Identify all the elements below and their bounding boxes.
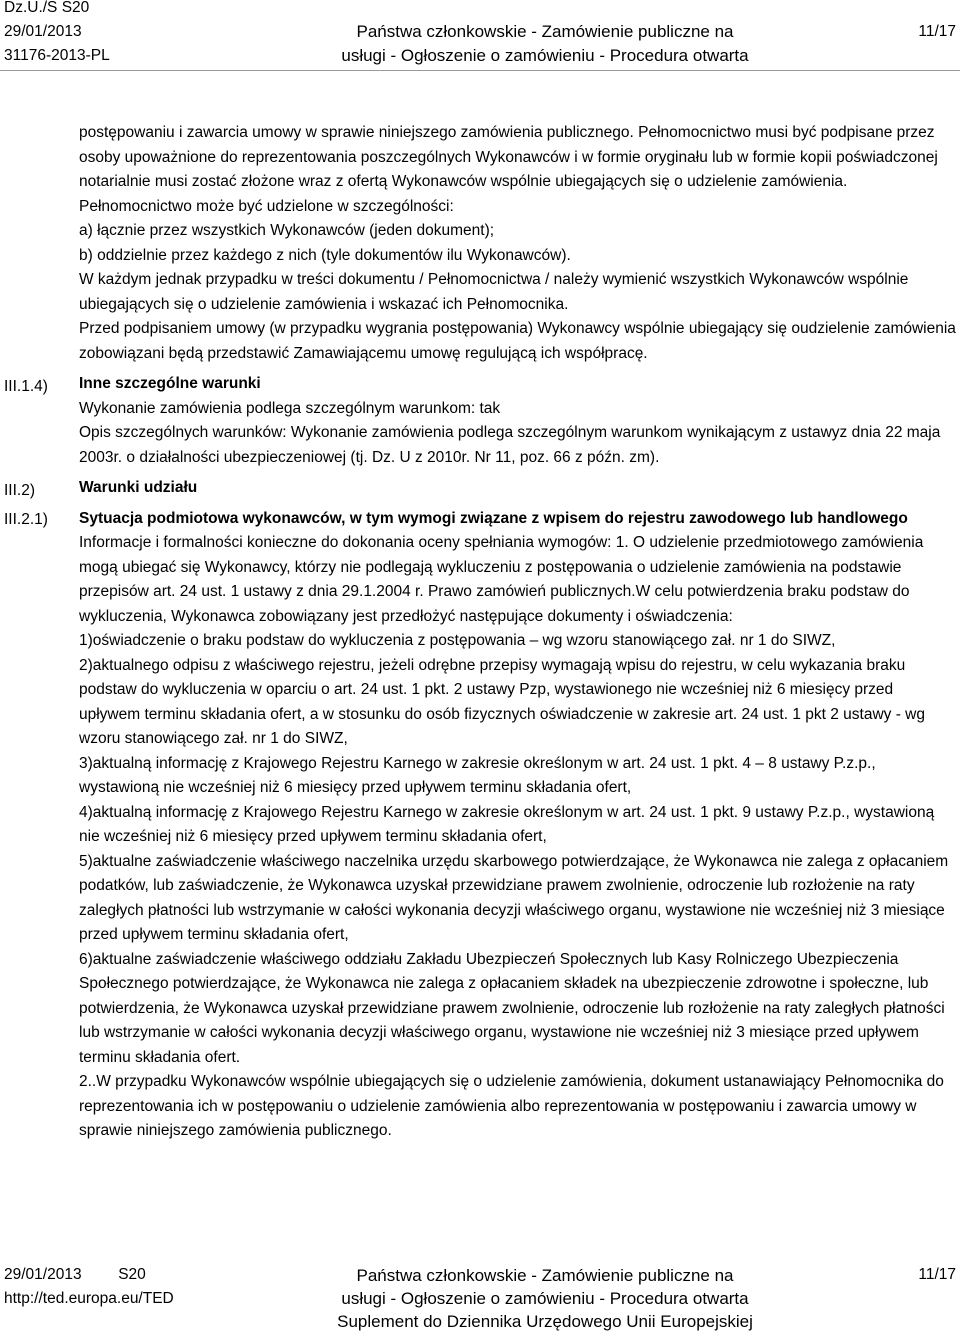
list-item-a: a) łącznie przez wszystkich Wykonawców (jeden dokument);: [79, 222, 495, 239]
requirement-item-4: 4)aktualną informację z Krajowego Rejestru Karnego w zakresie określonym w art. 24 ust. 1 pkt. 9 ustawy P.z.p., wystawioną nie wcześniej niż 6 miesięcy przed upływem terminu składania ofert,: [79, 803, 935, 845]
list-item-b: b) oddzielnie przez każdego z nich (tyle dokumentów ilu Wykonawców).: [79, 246, 571, 264]
footer-date-series: [4, 1264, 146, 1286]
paragraph-requirements-info: Informacje i formalności konieczne do dokonania oceny spełniania wymogów: 1. O udzielenie przedmiotowego zamówienia mogą ubiegać się Wykonawcy, którzy nie podlegają wykluczeniu z postępowania o udzielenie zamówienia na podstawie przepisów art. 24 ust. 1 ustawy z dnia 29.1.2004 r. Prawo zamówień publicznych.W celu potwierdzenia braku podstaw do wykluczenia, Wykonawca zobowiązany jest przedłożyć następujące dokumenty i oświadczenia:: [79, 534, 924, 625]
heading-contractor-situation: Sytuacja podmiotowa wykonawców, w tym wymogi związane z wpisem do rejestru zawodowego lub handlowego: [79, 509, 908, 527]
page-footer: [0, 1264, 960, 1334]
footer-date: 29/01/2013: [4, 1266, 82, 1283]
header-title-line1: Państwa członkowskie - Zamówienie publiczne na: [356, 22, 734, 41]
page-header: [0, 0, 960, 90]
notice-id: 31176-2013-PL: [4, 47, 110, 64]
requirement-item-6: 6)aktualne zaświadczenie właściwego oddziału Zakładu Ubezpieczeń Społecznych lub Kasy Rolniczego Ubezpieczenia Społecznego potwierdzające, że Wykonawca nie zalega z opłacaniem składek na ubezpieczenie zdrowotne i społeczne, lub potwierdzenia, że Wykonawca uzyskał przewidziane prawem zwolnienie, odroczenie lub rozłożenie na raty zaległych płatności lub wstrzymanie w całości wykonania decyzji właściwego organu, wystawione nie wcześniej niż 3 miesiące przed upływem terminu składania ofert.: [79, 950, 945, 1066]
footer-title-line2: usługi - Ogłoszenie o zamówieniu - Procedura otwarta: [341, 1289, 749, 1308]
footer-page-number: 11/17: [918, 1266, 956, 1283]
heading-other-conditions: Inne szczególne warunki: [79, 375, 261, 392]
footer-series: S20: [118, 1266, 146, 1283]
section-label-iii-1-4: III.1.4): [4, 378, 48, 395]
footer-url[interactable]: http://ted.europa.eu/TED: [4, 1290, 174, 1307]
requirement-item-joint-bidders: 2..W przypadku Wykonawców wspólnie ubiegających się o udzielenie zamówienia, dokument ustanawiający Pełnomocnika do reprezentowania ich w postępowaniu o udzielenie zamówienia albo reprezentowania w postępowaniu i zawarcia umowy w sprawie niniejszego zamówienia publicznego.: [79, 1073, 944, 1139]
paragraph-document-content: W każdym jednak przypadku w treści dokumentu / Pełnomocnictwa / należy wymienić wszystkich Wykonawców wspólnie ubiegających się o udzielenie zamówienia i wskazać ich Pełnomocnika.: [79, 271, 909, 313]
paragraph-special-conditions: Wykonanie zamówienia podlega szczególnym warunkom: tak: [79, 399, 501, 417]
footer-title-line1: Państwa członkowskie - Zamówienie publiczne na: [356, 1266, 734, 1285]
requirement-item-2: 2)aktualnego odpisu z właściwego rejestru, jeżeli odrębne przepisy wymagają wpisu do rejestru, w celu wykazania braku podstaw do wykluczenia w oparciu o art. 24 ust. 1 pkt. 2 ustawy Pzp, wystawionego nie wcześniej niż 6 miesięcy przed upływem terminu składania ofert, a w stosunku do osób fizycznych oświadczenie w zakresie art. 24 ust. 1 pkt 2 ustawy - wg wzoru stanowiącego zał. nr 1 do SIWZ,: [79, 656, 925, 747]
footer-title-line3: Suplement do Dziennika Urzędowego Unii Europejskiej: [337, 1312, 753, 1331]
header-title-line2: usługi - Ogłoszenie o zamówieniu - Procedura otwarta: [341, 46, 749, 65]
paragraph-agreement: Przed podpisaniem umowy (w przypadku wygrania postępowania) Wykonawcy wspólnie ubiegający się oudzielenie zamówienia zobowiązani będą przedstawić Zamawiającemu umowę regulującą ich współpracę.: [79, 320, 956, 362]
section-label-iii-2-1: III.2.1): [4, 511, 48, 528]
requirement-item-1: 1)oświadczenie o braku podstaw do wykluczenia z postępowania – wg wzoru stanowiącego zał. nr 1 do SIWZ,: [79, 632, 836, 649]
paragraph-conditions-description: Opis szczególnych warunków: Wykonanie zamówienia podlega szczególnym warunkom wynikającym z ustawyz dnia 22 maja 2003r. o działalności ubezpieczeniowej (tj. Dz. U z 2010r. Nr 11, poz. 66 z późn. zm).: [79, 424, 941, 466]
heading-participation-conditions: Warunki udziału: [79, 479, 198, 496]
header-date: 29/01/2013: [4, 23, 82, 40]
requirement-item-3: 3)aktualną informację z Krajowego Rejestru Karnego w zakresie określonym w art. 24 ust. 1 pkt. 4 – 8 ustawy P.z.p., wystawioną nie wcześniej niż 6 miesięcy przed upływem terminu składania ofert,: [79, 754, 876, 796]
paragraph-power-of-attorney: postępowaniu i zawarcia umowy w sprawie niniejszego zamówienia publicznego. Pełnomocnictwo musi być podpisane przez osoby upoważnione do reprezentowania poszczególnych Wykonawców i w formie oryginału lub w formie kopii poświadczonej notarialnie musi zostać złożone wraz z ofertą Wykonawców wspólnie ubiegających się o udzielenie zamówienia. Pełnomocnictwo może być udzielone w szczególności:: [79, 124, 938, 215]
doc-reference: Dz.U./S S20: [4, 0, 90, 16]
header-page-number: 11/17: [918, 23, 956, 40]
section-label-iii-2: III.2): [4, 482, 36, 499]
requirement-item-5: 5)aktualne zaświadczenie właściwego naczelnika urzędu skarbowego potwierdzające, że Wykonawca nie zalega z opłacaniem podatków, lub zaświadczenie, że Wykonawca uzyskał przewidziane prawem zwolnienie, odroczenie lub rozłożenie na raty zaległych płatności lub wstrzymanie w całości wykonania decyzji właściwego organu, wystawione nie wcześniej niż 3 miesiące przed upływem terminu składania ofert,: [79, 852, 949, 943]
header-divider: [0, 70, 960, 71]
document-body: [79, 121, 957, 1144]
